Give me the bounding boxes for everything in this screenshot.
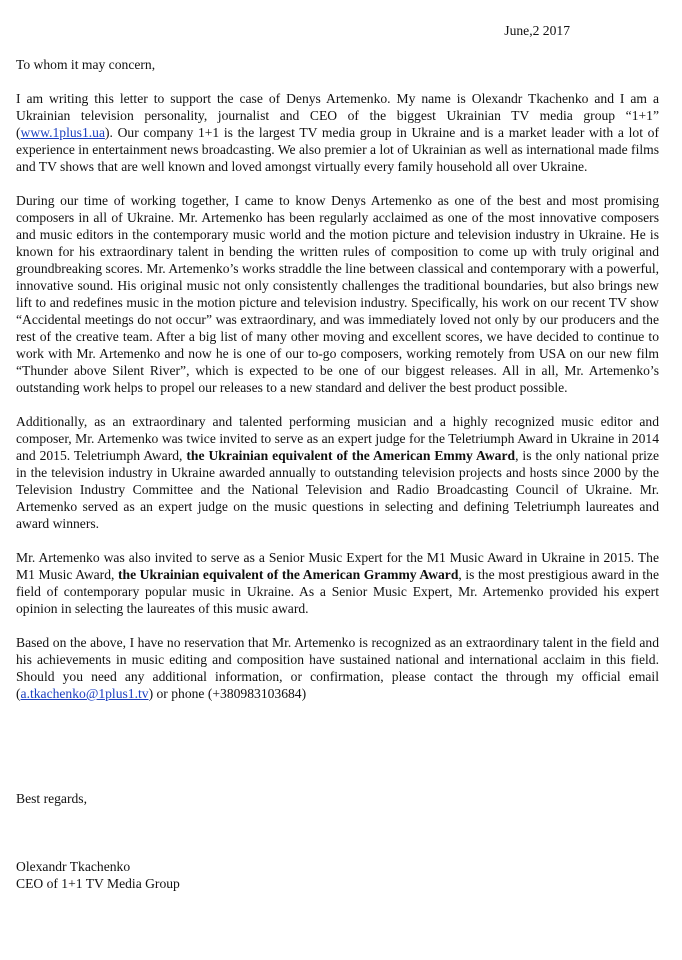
letter-body [16, 90, 659, 702]
closing-phrase: Best regards, [16, 791, 87, 806]
signature-block [16, 858, 180, 892]
paragraph-m1-text-1: Mr. Artemenko was also invited to serve as a Senior Music Expert for the M1 Music Award in Ukraine in 2015. The M1 Music Award, [16, 550, 659, 582]
paragraph-intro [16, 90, 659, 175]
grammy-equivalent-bold: the Ukrainian equivalent of the American Grammy Award [117, 567, 459, 582]
paragraph-teletriumph-text-2: , is the only national prize in the television industry in Ukraine awarded annually to outstanding television projects and hosts since 2000 by the Television Industry Committee and the National Television and Radio Broadcasting Council of Ukraine. Mr. Artemenko served as an expert judge on the music questions in selecting and defining Teletriumph laureates and award winners. [16, 448, 659, 531]
company-website-link[interactable]: www.1plus1.ua [20, 125, 105, 140]
paragraph-m1-award [16, 549, 659, 617]
paragraph-m1-text-2: , is the most prestigious award in the field of contemporary popular music in Ukraine. As a Senior Music Expert, Mr. Artemenko provided his expert opinion in selecting the laureates of this music award. [16, 567, 659, 616]
salutation: To whom it may concern, [16, 57, 156, 72]
signature-title: CEO of 1+1 TV Media Group [16, 876, 180, 891]
letter-date: June,2 2017 [504, 23, 570, 38]
paragraph-conclusion-text-1: Based on the above, I have no reservation that Mr. Artemenko is recognized as an extraordinary talent in the field and his achievements in music editing and composition have sustained national and international acclaim in this field. Should you need any additional information, or confirmation, please contact the through my official email ( [16, 635, 659, 701]
paragraph-conclusion [16, 634, 659, 702]
signature-name: Olexandr Tkachenko [16, 859, 131, 874]
paragraph-teletriumph-text-1: Additionally, as an extraordinary and talented performing musician and a highly recognized music editor and composer, Mr. Artemenko was twice invited to serve as an expert judge for the Teletriumph Award in Ukraine in 2014 and 2015. Teletriumph Award, [16, 414, 659, 463]
paragraph-intro-text-1: I am writing this letter to support the case of Denys Artemenko. My name is Olexandr Tkachenko and I am a Ukrainian television personality, journalist and CEO of the biggest Ukrainian TV media group “1+1” ( [16, 91, 659, 140]
emmy-equivalent-bold: the Ukrainian equivalent of the American Emmy Award [186, 448, 516, 463]
paragraph-intro-text-2: ). Our company 1+1 is the largest TV media group in Ukraine and is a market leader with a lot of experience in entertainment news broadcasting. We also premier a lot of Ukrainian as well as international made films and TV shows that are well known and loved amongst virtually every family household all over Ukraine. [16, 125, 659, 174]
paragraph-conclusion-text-2: ) or phone (+380983103684) [148, 686, 307, 701]
paragraph-collaboration: During our time of working together, I came to know Denys Artemenko as one of the best and most promising composers in all of Ukraine. Mr. Artemenko has been regularly acclaimed as one of the most innovative composers and music editors in the contemporary music world and the motion picture and television industry in Ukraine. He is known for his extraordinary talent in bending the written rules of composition to come up with truly original and groundbreaking scores. Mr. Artemenko’s works straddle the line between classical and contemporary with a powerful, innovative sound. His original music not only consistently challenges the traditional boundaries, but also brings new lift to and redefines music in the motion picture and television industry. Specifically, his work on our recent TV show “Accidental meetings do not occur” was extraordinary, and was immediately loved not only by our producers and the rest of the creative team. After a big list of many other moving and excellent scores, we have decided to continue to work with Mr. Artemenko and now he is one of our to-go composers, working remotely from USA on our new film “Thunder above Silent River”, which is expected to be one of our biggest releases. All in all, Mr. Artemenko’s outstanding work helps to propel our releases to a new standard and deliver the best product possible. [16, 193, 659, 395]
paragraph-teletriumph [16, 413, 659, 532]
email-link[interactable]: a.tkachenko@1plus1.tv [20, 686, 149, 701]
